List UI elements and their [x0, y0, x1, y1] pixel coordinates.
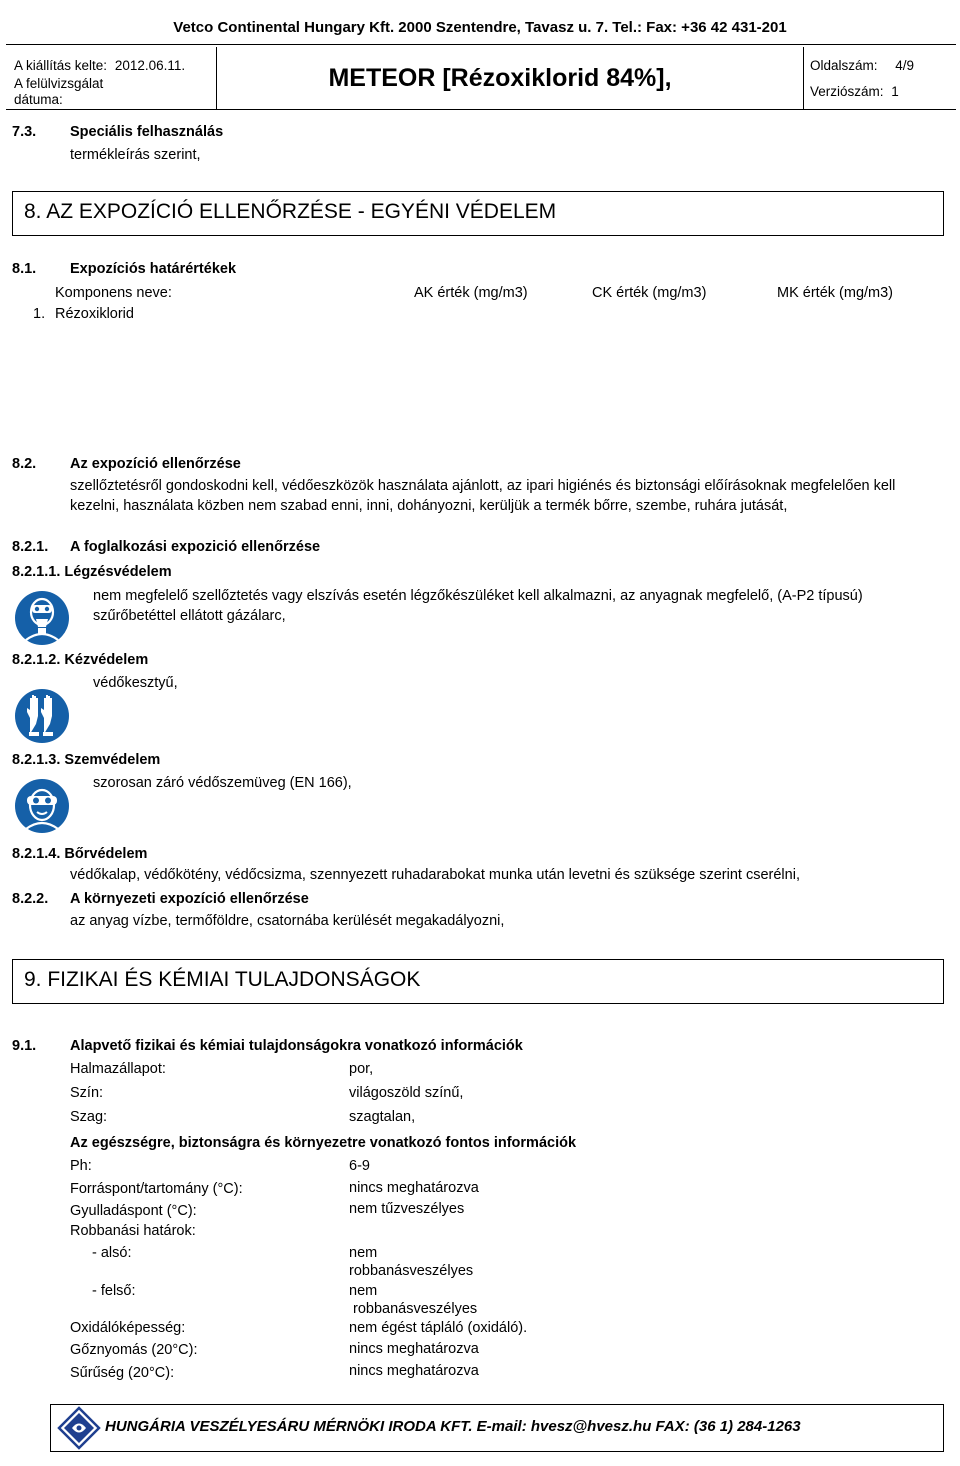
product-title: METEOR [Rézoxiklorid 84%],: [328, 64, 672, 92]
col-ck-header: CK érték (mg/m3): [592, 285, 707, 301]
s8-2-1-3-text: szorosan záró védőszemüveg (EN 166),: [93, 775, 352, 791]
upper-value-2: robbanásveszélyes: [353, 1301, 478, 1317]
row-number: 1.: [33, 306, 46, 322]
s8-2-2-number: 8.2.2.: [12, 891, 49, 907]
s8-2-1-4-text: védőkalap, védőkötény, védőcsizma, szennyezett ruhadarabokat munka után levetni és szüksége szerint cserélni,: [70, 867, 800, 883]
prop-label: Szag:: [70, 1109, 108, 1125]
revision-date-label-2: dátuma:: [14, 92, 63, 107]
flash-value: nincs meghatározva: [349, 1180, 479, 1196]
col-component-header: Komponens neve:: [55, 285, 172, 301]
s8-2-title: Az expozíció ellenőrzése: [70, 456, 241, 472]
version-value: 1: [891, 84, 899, 99]
footer-text: HUNGÁRIA VESZÉLYESÁRU MÉRNÖKI IRODA KFT. E-mail: hvesz@hvesz.hu FAX: (36 1) 284-1263: [105, 1418, 801, 1435]
vapour-label: Gőznyomás (20°C):: [70, 1342, 198, 1358]
s7-3-number: 7.3.: [12, 124, 37, 140]
s8-2-1-4-title: Bőrvédelem: [64, 846, 148, 862]
prop-value: szagtalan,: [349, 1109, 416, 1125]
s8-2-1-4-number: 8.2.1.4.: [12, 846, 61, 862]
section-9-heading: 9. FIZIKAI ÉS KÉMIAI TULAJDONSÁGOK: [12, 959, 944, 1004]
upper-value-1: nem: [349, 1283, 378, 1299]
issue-date-label: A kiállítás kelte:: [14, 58, 108, 73]
respirator-icon: [12, 588, 72, 648]
col-mk-header: MK érték (mg/m3): [777, 285, 894, 301]
company-logo-icon: [56, 1405, 102, 1451]
s7-3-title: Speciális felhasználás: [70, 124, 224, 140]
prop-label: Szín:: [70, 1085, 104, 1101]
goggles-icon: [12, 776, 72, 836]
s8-2-number: 8.2.: [12, 456, 37, 472]
s9-1-title: Alapvető fizikai és kémiai tulajdonságokra vonatkozó információk: [70, 1038, 523, 1054]
s7-3-text: termékleírás szerint,: [70, 147, 201, 163]
s9-1-subtitle: Az egészségre, biztonságra és környezetre vonatkozó fontos információk: [70, 1135, 577, 1151]
prop-value: por,: [349, 1061, 374, 1077]
ph-label: Ph:: [70, 1158, 92, 1174]
s8-1-title: Expozíciós határértékek: [70, 261, 237, 277]
gloves-icon: [12, 686, 72, 746]
ignition-label: Gyulladáspont (°C):: [70, 1203, 197, 1219]
ph-value: 6-9: [349, 1158, 370, 1174]
s8-2-2-title: A környezeti expozíció ellenőrzése: [70, 891, 309, 907]
s8-2-1-2-number: 8.2.1.2.: [12, 652, 61, 668]
lower-value-2: robbanásveszélyes: [349, 1263, 474, 1279]
issue-date-value: 2012.06.11.: [114, 58, 186, 73]
s8-2-1-4-heading: [12, 846, 147, 862]
s8-2-1-1-text: nem megfelelő szellőztetés vagy elszívás esetén légzőkészüléket kell alkalmazni, az anyagnak megfelelő, (A-P2 típusú) szűrőbetéttel ellátott gázálarc,: [93, 588, 863, 624]
flash-label: Forráspont/tartomány (°C):: [70, 1181, 243, 1197]
page-number: [810, 58, 914, 73]
oxid-value: nem égést tápláló (oxidáló).: [349, 1320, 528, 1336]
ignition-value: nem tűzveszélyes: [349, 1201, 465, 1217]
prop-value: világoszöld színű,: [349, 1085, 464, 1101]
page-label: Oldalszám:: [810, 58, 878, 73]
s8-2-2-text: az anyag vízbe, termőföldre, csatornába kerülését megakadályozni,: [70, 913, 505, 929]
header-top-rule: [6, 44, 956, 45]
issue-date: [14, 58, 185, 73]
density-value: nincs meghatározva: [349, 1363, 479, 1379]
s8-2-1-1-heading: [12, 564, 172, 580]
s8-2-1-3-title: Szemvédelem: [64, 752, 161, 768]
s8-2-1-2-title: Kézvédelem: [64, 652, 149, 668]
header-bottom-rule: [6, 109, 956, 110]
s8-2-1-1-number: 8.2.1.1.: [12, 564, 61, 580]
prop-label: Halmazállapot:: [70, 1061, 166, 1077]
s8-2-1-2-heading: [12, 652, 148, 668]
density-label: Sűrűség (20°C):: [70, 1365, 175, 1381]
header-divider-right: [803, 47, 804, 109]
s8-2-1-3-number: 8.2.1.3.: [12, 752, 61, 768]
s8-1-number: 8.1.: [12, 261, 37, 277]
s8-2-1-number: 8.2.1.: [12, 539, 49, 555]
upper-label: - felső:: [92, 1283, 136, 1299]
s8-2-text: szellőztetésről gondoskodni kell, védőeszközök használata ajánlott, az ipari higiénés és biztonsági előírásoknak megfelelően kell kezelni, használata közben nem szabad enni, inni, dohányozni, kerüljük a termék bőrre, szembe, ruhára jutását,: [70, 478, 896, 514]
revision-date-label-1: A felülvizsgálat: [14, 76, 104, 91]
version-number: [810, 84, 899, 99]
page-value: 4/9: [895, 58, 915, 73]
col-ak-header: AK érték (mg/m3): [414, 285, 528, 301]
company-header: Vetco Continental Hungary Kft. 2000 Szentendre, Tavasz u. 7. Tel.: Fax: +36 42 431-201: [173, 19, 787, 36]
vapour-value: nincs meghatározva: [349, 1341, 479, 1357]
s8-2-1-3-heading: [12, 752, 160, 768]
row-component-name: Rézoxiklorid: [55, 306, 134, 322]
s8-2-1-1-title: Légzésvédelem: [64, 564, 172, 580]
oxid-label: Oxidálóképesség:: [70, 1320, 186, 1336]
s8-2-1-title: A foglalkozási expozició ellenőrzése: [70, 539, 321, 555]
section-8-heading: 8. AZ EXPOZÍCIÓ ELLENŐRZÉSE - EGYÉNI VÉDELEM: [12, 191, 944, 236]
lower-label: - alsó:: [92, 1245, 132, 1261]
lower-value-1: nem: [349, 1245, 378, 1261]
explosion-label: Robbanási határok:: [70, 1223, 196, 1239]
version-label: Verziószám:: [810, 84, 884, 99]
s9-1-number: 9.1.: [12, 1038, 37, 1054]
s8-2-1-2-text: védőkesztyű,: [93, 675, 178, 691]
